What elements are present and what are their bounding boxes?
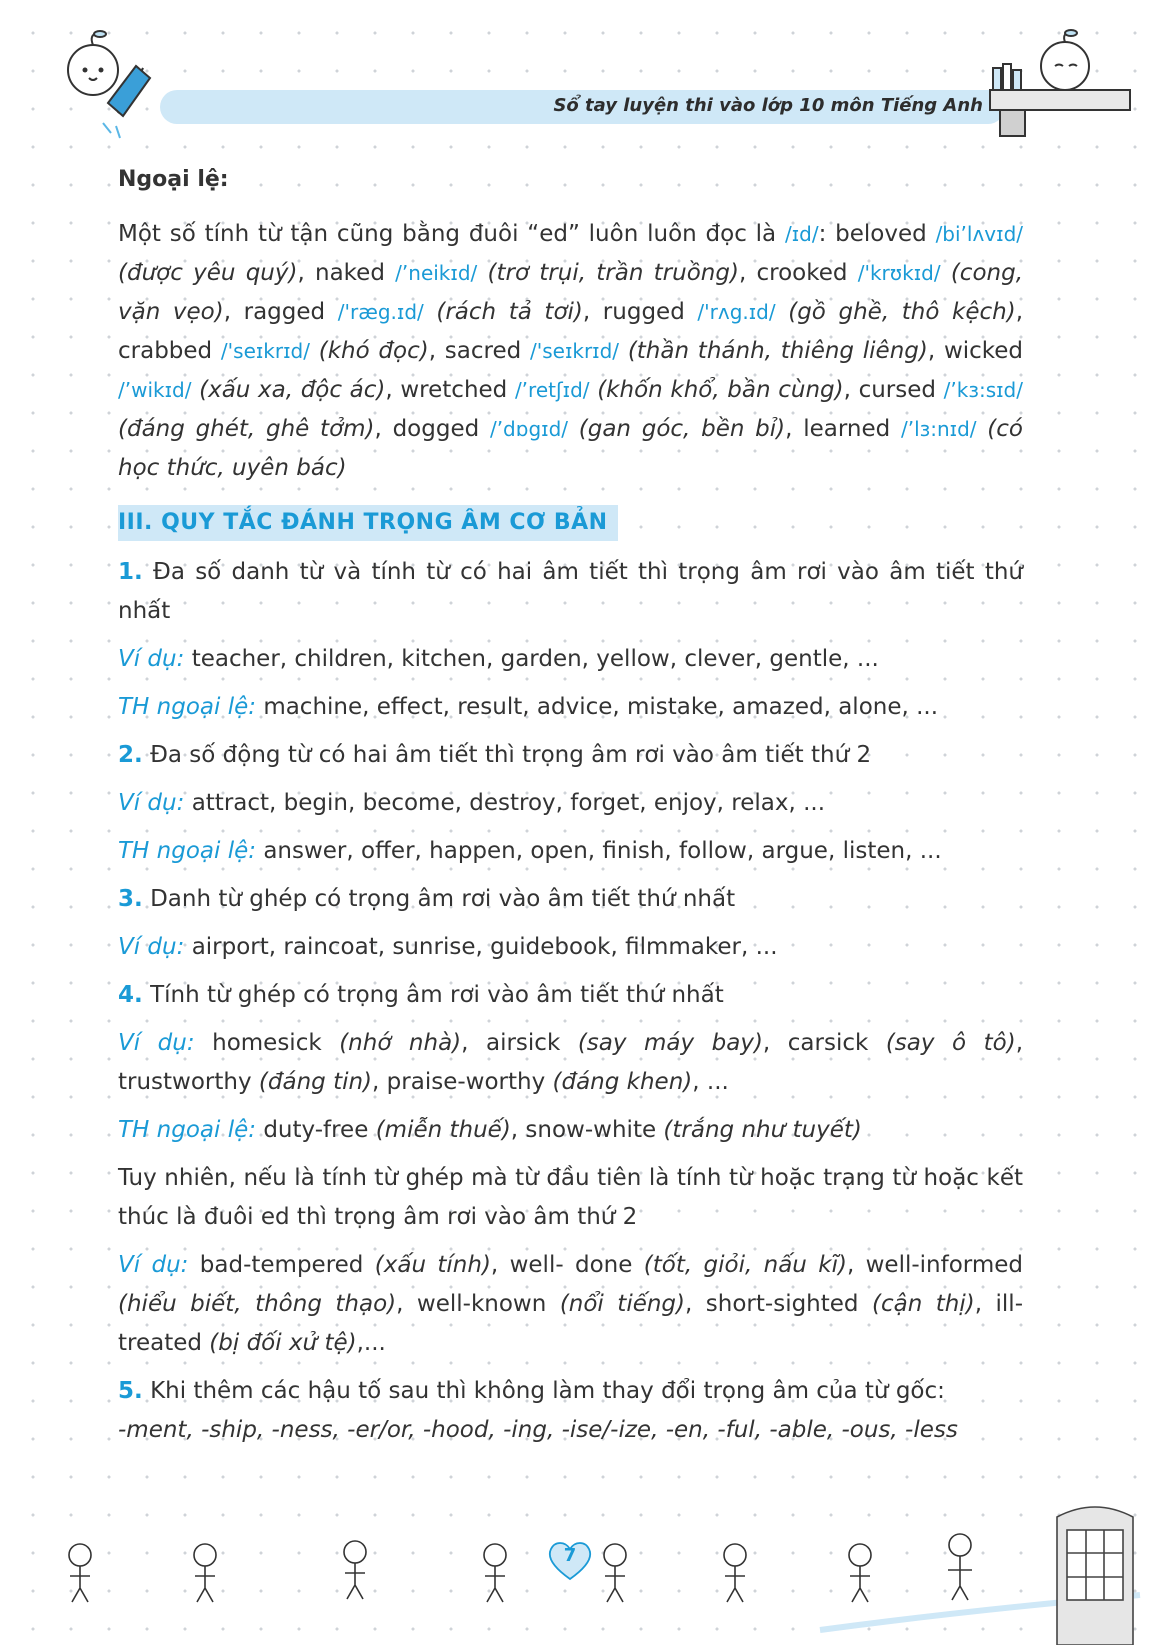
rule-text: Đa số danh từ và tính từ có hai âm tiết thì trọng âm rơi vào âm tiết thứ nhất <box>118 559 1023 624</box>
meaning-text: (xấu tính) <box>374 1252 491 1278</box>
page-content <box>118 160 1023 1459</box>
meaning-text: (xấu xa, độc ác) <box>199 377 386 403</box>
ipa-text: /'rʌg.ɪd/ <box>697 300 776 324</box>
exceptions-heading: Ngoại lệ: <box>118 167 229 192</box>
doodle-figure-icon <box>344 1541 366 1599</box>
phone-booth-icon <box>1045 1495 1145 1645</box>
meaning-text: (cận thị) <box>872 1291 975 1317</box>
meaning-text: (khó đọc) <box>318 338 429 364</box>
meaning-text: (nổi tiếng) <box>559 1291 686 1317</box>
rule-1 <box>118 553 1023 631</box>
exceptions-paragraph <box>118 215 1023 488</box>
meaning-text: (miễn thuế) <box>375 1117 511 1143</box>
ipa-text: /'ræg.ɪd/ <box>337 300 424 324</box>
doodle-figure-icon <box>849 1544 871 1602</box>
rule-4 <box>118 976 1023 1015</box>
doodle-figure-icon <box>194 1544 216 1602</box>
example-label: Ví dụ: <box>118 790 185 816</box>
meaning-text: (gồ ghề, thô kệch) <box>788 299 1016 325</box>
ipa-text: /’kɜ:sɪd/ <box>943 378 1023 402</box>
meaning-text: (say ô tô) <box>885 1030 1016 1056</box>
doodle-figure-icon <box>724 1544 746 1602</box>
rule-4-note: Tuy nhiên, nếu là tính từ ghép mà từ đầu tiên là tính từ hoặc trạng từ hoặc kết thúc là đuôi ed thì trọng âm rơi vào âm thứ 2 <box>118 1165 1023 1230</box>
meaning-text: (trơ trụi, trần truồng) <box>487 260 739 286</box>
word-text: homesick <box>212 1030 340 1056</box>
word-text: , crooked <box>738 260 858 286</box>
meaning-text: (cong, vặn vẹo) <box>118 260 1024 325</box>
word-text: , wretched <box>385 377 515 403</box>
rule-2-exception <box>118 832 1023 871</box>
rule-text: Danh từ ghép có trọng âm rơi vào âm tiết thứ nhất <box>150 886 736 912</box>
word-text: , dogged <box>374 416 490 442</box>
ipa-text: /'seɪkrɪd/ <box>220 339 310 363</box>
ipa-text: /’wikɪd/ <box>118 378 192 402</box>
word-text: , well-known <box>396 1291 560 1317</box>
intro-after: : beloved <box>818 221 927 247</box>
word-text: duty-free <box>263 1117 376 1143</box>
word-text: , ragged <box>223 299 338 325</box>
rule-2 <box>118 736 1023 775</box>
rule-2-example <box>118 784 1023 823</box>
ipa-text: /’retʃɪd/ <box>514 378 590 402</box>
word-text: ,... <box>356 1330 386 1356</box>
meaning-text: (được yêu quý) <box>118 260 298 286</box>
ipa-text: /'krʊkɪd/ <box>857 261 941 285</box>
meaning-text: (đáng khen) <box>552 1069 693 1095</box>
word-text: , learned <box>785 416 901 442</box>
doodle-figure-icon <box>484 1544 506 1602</box>
rule-number: 4. <box>118 982 143 1008</box>
example-label: Ví dụ: <box>118 646 185 672</box>
exception-text: answer, offer, happen, open, finish, follow, argue, listen, ... <box>263 838 942 864</box>
meaning-text: (khốn khổ, bần cùng) <box>597 377 844 403</box>
rule-text: Đa số động từ có hai âm tiết thì trọng âm rơi vào âm tiết thứ 2 <box>150 742 872 768</box>
word-text: , snow-white <box>510 1117 664 1143</box>
example-text: airport, raincoat, sunrise, guidebook, filmmaker, ... <box>191 934 778 960</box>
ipa-text: /’dɒgɪd/ <box>489 417 568 441</box>
word-text: , sacred <box>428 338 530 364</box>
meaning-text: (đáng ghét, ghê tởm) <box>118 416 375 442</box>
word-text: , wicked <box>927 338 1024 364</box>
ipa-text: /'seɪkrɪd/ <box>529 339 620 363</box>
page-number: 7 <box>563 1545 577 1566</box>
word-text: , trustworthy <box>118 1030 1023 1095</box>
rule-number: 3. <box>118 886 143 912</box>
header-title: Sổ tay luyện thi vào lớp 10 môn Tiếng Anh <box>553 95 983 116</box>
rule-text: Khi thêm các hậu tố sau thì không làm thay đổi trọng âm của từ gốc: <box>150 1378 945 1404</box>
rule-3 <box>118 880 1023 919</box>
meaning-text: (thần thánh, thiêng liêng) <box>627 338 928 364</box>
rule-4-note-example <box>118 1246 1023 1363</box>
meaning-text: (đáng tin) <box>258 1069 373 1095</box>
exception-label: TH ngoại lệ: <box>118 694 256 720</box>
word-text: bad-tempered <box>199 1252 375 1278</box>
word-text: , naked <box>297 260 396 286</box>
rule-3-example <box>118 928 1023 967</box>
rocket-mascot-icon <box>48 28 163 143</box>
example-label: Ví dụ: <box>118 1030 195 1056</box>
word-text: , short-sighted <box>685 1291 872 1317</box>
intro-ipa: /ɪd/ <box>784 222 819 246</box>
word-text: , crabbed <box>118 299 1023 364</box>
example-label: Ví dụ: <box>118 934 185 960</box>
meaning-text: (trắng như tuyết) <box>663 1117 862 1143</box>
exception-label: TH ngoại lệ: <box>118 1117 256 1143</box>
word-text: , ... <box>692 1069 729 1095</box>
word-text: , well- done <box>490 1252 644 1278</box>
example-text: teacher, children, kitchen, garden, yellow, clever, gentle, ... <box>191 646 879 672</box>
meaning-text: (nhớ nhà) <box>339 1030 462 1056</box>
rule-5 <box>118 1372 1023 1450</box>
rule-text: Tính từ ghép có trọng âm rơi vào âm tiết thứ nhất <box>150 982 724 1008</box>
meaning-text: (tốt, giỏi, nấu kĩ) <box>643 1252 847 1278</box>
doodle-figure-icon <box>69 1544 91 1602</box>
section-heading: III. QUY TẮC ĐÁNH TRỌNG ÂM CƠ BẢN <box>118 505 618 541</box>
word-text: , well-informed <box>846 1252 1023 1278</box>
ipa-text: /bi’lʌvɪd/ <box>935 222 1024 246</box>
exceptions-intro: Một số tính từ tận cũng bằng đuôi “ed” luôn luôn đọc là <box>118 221 785 247</box>
word-text: , rugged <box>582 299 698 325</box>
meaning-text: (bị đối xử tệ) <box>209 1330 357 1356</box>
ipa-text: /’neikɪd/ <box>395 261 478 285</box>
meaning-text: (hiểu biết, thông thạo) <box>118 1291 397 1317</box>
ipa-text: /’lɜ:nɪd/ <box>900 417 977 441</box>
rule-4-example <box>118 1024 1023 1102</box>
meaning-text: (có học thức, uyên bác) <box>118 416 1023 481</box>
meaning-text: (say máy bay) <box>577 1030 763 1056</box>
desk-mascot-icon <box>985 28 1135 138</box>
exception-text: machine, effect, result, advice, mistake, amazed, alone, ... <box>263 694 939 720</box>
example-text: attract, begin, become, destroy, forget, enjoy, relax, ... <box>191 790 826 816</box>
suffix-list: -ment, -ship, -ness, -er/or, -hood, -ing, -ise/-ize, -en, -ful, -able, -ous, -less <box>118 1417 958 1443</box>
doodle-figure-icon <box>948 1534 972 1600</box>
word-text: , cursed <box>843 377 944 403</box>
word-text: , carsick <box>762 1030 886 1056</box>
word-text: , praise-worthy <box>372 1069 553 1095</box>
rule-1-exception <box>118 688 1023 727</box>
rule-number: 1. <box>118 559 143 585</box>
rule-1-example <box>118 640 1023 679</box>
rule-number: 5. <box>118 1378 143 1404</box>
meaning-text: (rách tả tơi) <box>436 299 583 325</box>
word-text: , ill-treated <box>118 1291 1023 1356</box>
rule-number: 2. <box>118 742 143 768</box>
doodle-figure-icon <box>604 1544 626 1602</box>
meaning-text: (gan góc, bền bỉ) <box>578 416 786 442</box>
example-label: Ví dụ: <box>118 1252 189 1278</box>
rule-4-exception <box>118 1111 1023 1150</box>
word-text: , airsick <box>461 1030 578 1056</box>
exception-label: TH ngoại lệ: <box>118 838 256 864</box>
